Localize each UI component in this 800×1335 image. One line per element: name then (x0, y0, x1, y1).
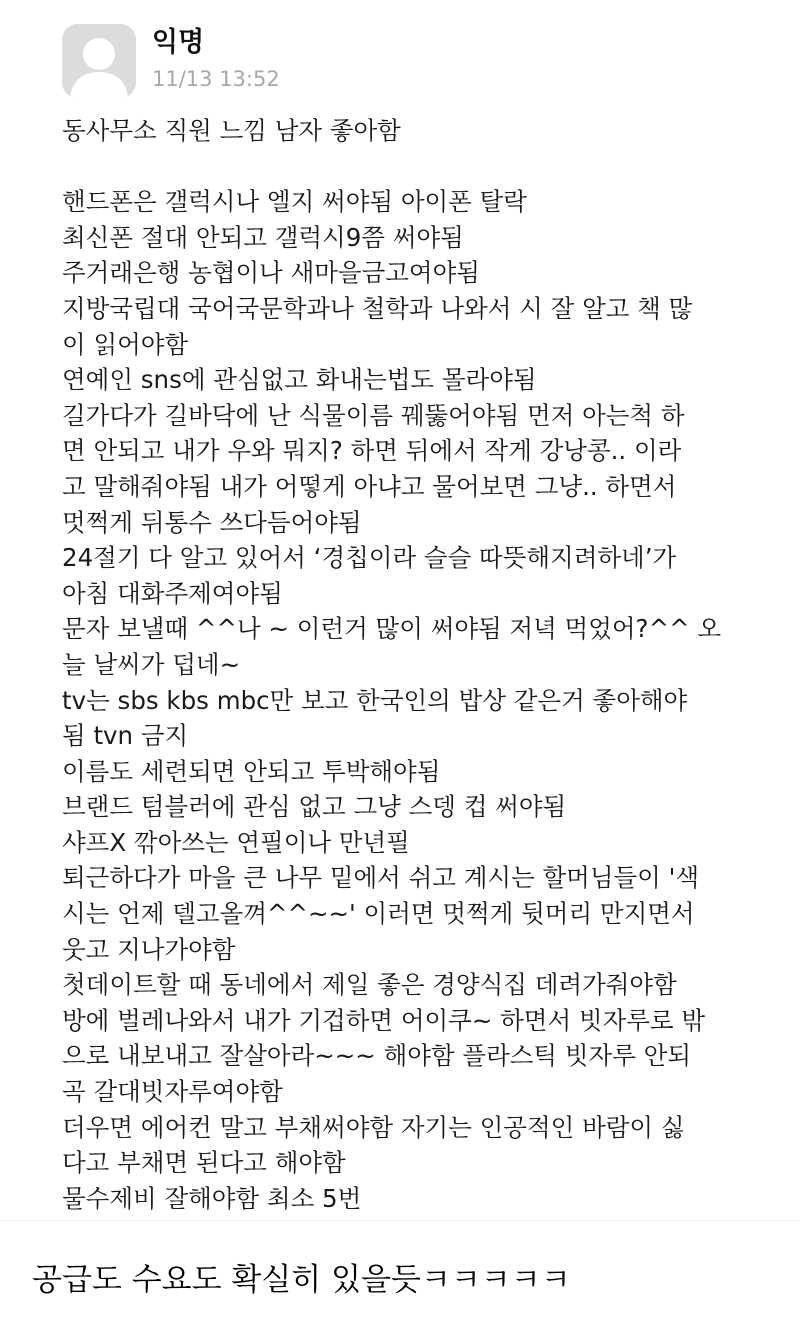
caption-comment: 공급도 수요도 확실히 있을듯ㅋㅋㅋㅋㅋ (32, 1262, 571, 1298)
post-body-line: 샤프X 깎아쓰는 연필이나 만년필 (62, 827, 410, 857)
post-timestamp: 11/13 13:52 (152, 67, 280, 91)
post-body-line: 방에 벌레나와서 내가 기겁하면 어이쿠~ 하면서 빗자루로 밖 (62, 1005, 706, 1035)
post-body-line: 물수제비 잘해야함 최소 5번 (62, 1183, 362, 1213)
post-body-line: 퇴근하다가 마을 큰 나무 밑에서 쉬고 계시는 할머님들이 '색 (62, 863, 700, 893)
post-body-line: 으로 내보내고 잘살아라~~~ 해야함 플라스틱 빗자루 안되 (62, 1041, 691, 1071)
post-body-line: 문자 보낼때 ^^나 ~ 이런거 많이 써야됨 저녁 먹었어?^^ 오 (62, 614, 722, 644)
paragraph-spacer (62, 149, 752, 185)
post-body-line: 시는 언제 델고올껴^^~~' 이러면 멋쩍게 뒷머리 만지면서 (62, 899, 695, 929)
post-body-line: 면 안되고 내가 우와 뭐지? 하면 뒤에서 작게 강낭콩.. 이라 (62, 436, 682, 466)
post-body (62, 113, 752, 1216)
post-body-line: 주거래은행 농협이나 새마을금고여야됨 (62, 258, 480, 288)
post-body-line: 늘 날씨가 덥네~ (62, 649, 241, 679)
post-body-line: 더우면 에어컨 말고 부채써야함 자기는 인공적인 바람이 싫 (62, 1112, 685, 1142)
post-body-line: 브랜드 텀블러에 관심 없고 그냥 스뎅 컵 써야됨 (62, 792, 567, 822)
avatar[interactable] (62, 24, 136, 98)
post-body-line: tv는 sbs kbs mbc만 보고 한국인의 밥상 같은거 좋아해야 (62, 685, 688, 715)
post-body-line: 핸드폰은 갤럭시나 엘지 써야됨 아이폰 탈락 (62, 187, 527, 217)
post-body-line: 첫데이트할 때 동네에서 제일 좋은 경양식집 데려가줘야함 (62, 970, 677, 1000)
post-body-line: 연예인 sns에 관심없고 화내는법도 몰라야됨 (62, 365, 537, 395)
post-body-line: 다고 부채면 된다고 해야함 (62, 1148, 346, 1178)
post-body-line: 최신폰 절대 안되고 갤럭시9쯤 써야됨 (62, 222, 464, 252)
post-body-line: 아침 대화주제여야됨 (62, 578, 283, 608)
post-body-line: 이 읽어야함 (62, 329, 189, 359)
post-body-line: 웃고 지나가야함 (62, 934, 236, 964)
post-body-line: 고 말해줘야됨 내가 어떻게 아냐고 물어보면 그냥.. 하면서 (62, 471, 677, 501)
post-body-line: 지방국립대 국어국문학과나 철학과 나와서 시 잘 알고 책 많 (62, 293, 693, 323)
post-lines (62, 184, 752, 1216)
post-body-line: 이름도 세련되면 안되고 투박해야됨 (62, 756, 441, 786)
author-name: 익명 (152, 27, 205, 58)
user-silhouette-icon (62, 24, 136, 98)
post-body-line: 24절기 다 알고 있어서 ‘경칩이라 슬슬 따뜻해지려하네’가 (62, 543, 677, 573)
post-body-line: 길가다가 길바닥에 난 식물이름 꿰뚫어야됨 먼저 아는척 하 (62, 400, 685, 430)
post-body-line: 됨 tvn 금지 (62, 721, 189, 751)
post-title: 동사무소 직원 느낌 남자 좋아함 (62, 116, 401, 145)
post-body-line: 멋쩍게 뒤통수 쓰다듬어야됨 (62, 507, 362, 537)
post-body-line: 곡 갈대빗자루여야함 (62, 1077, 283, 1107)
